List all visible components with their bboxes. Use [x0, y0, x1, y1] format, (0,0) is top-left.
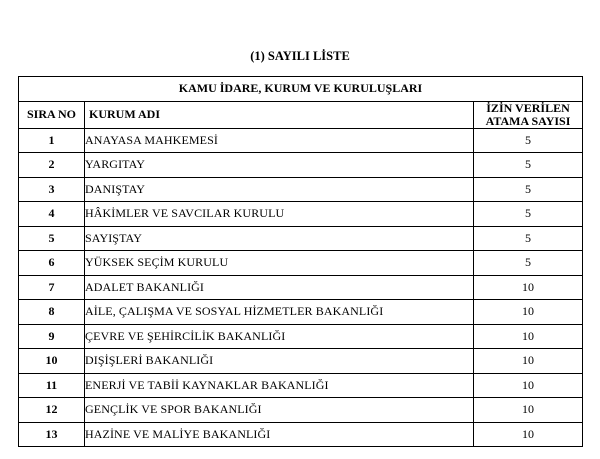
row-number: 12 — [19, 398, 85, 423]
table-row — [19, 177, 583, 202]
row-number: 2 — [19, 153, 85, 178]
table-row — [19, 300, 583, 325]
row-number: 7 — [19, 275, 85, 300]
table-row — [19, 153, 583, 178]
institution-name: ANAYASA MAHKEMESİ — [85, 128, 474, 153]
table-row — [19, 275, 583, 300]
column-header-atama-line2: ATAMA SAYISI — [485, 113, 571, 128]
table-row — [19, 251, 583, 276]
table-row — [19, 398, 583, 423]
institution-name: DANIŞTAY — [85, 177, 474, 202]
institution-name: YÜKSEK SEÇİM KURULU — [85, 251, 474, 276]
institution-name: SAYIŞTAY — [85, 226, 474, 251]
row-number: 8 — [19, 300, 85, 325]
institution-name: DIŞİŞLERİ BAKANLIĞI — [85, 349, 474, 374]
appointment-count: 10 — [474, 422, 583, 447]
row-number: 9 — [19, 324, 85, 349]
appointment-count: 10 — [474, 398, 583, 423]
row-number: 10 — [19, 349, 85, 374]
appointment-count: 5 — [474, 177, 583, 202]
group-header: KAMU İDARE, KURUM VE KURULUŞLARI — [19, 77, 583, 102]
appointment-count: 10 — [474, 275, 583, 300]
table-row — [19, 324, 583, 349]
institution-name: AİLE, ÇALIŞMA VE SOSYAL HİZMETLER BAKANLIĞI — [85, 300, 474, 325]
row-number: 13 — [19, 422, 85, 447]
column-header-sira-no: SIRA NO — [19, 101, 85, 128]
institution-name: HAZİNE VE MALİYE BAKANLIĞI — [85, 422, 474, 447]
row-number: 1 — [19, 128, 85, 153]
table-row — [19, 226, 583, 251]
institution-name: GENÇLİK VE SPOR BAKANLIĞI — [85, 398, 474, 423]
row-number: 11 — [19, 373, 85, 398]
appointment-count: 5 — [474, 202, 583, 227]
appointment-count: 10 — [474, 324, 583, 349]
appointment-count: 10 — [474, 373, 583, 398]
appointment-count: 5 — [474, 226, 583, 251]
row-number: 5 — [19, 226, 85, 251]
appointment-count: 5 — [474, 128, 583, 153]
row-number: 4 — [19, 202, 85, 227]
table-row — [19, 422, 583, 447]
column-header-kurum-adi: KURUM ADI — [85, 101, 474, 128]
institution-name: YARGITAY — [85, 153, 474, 178]
appointment-count: 10 — [474, 300, 583, 325]
column-header-row — [19, 101, 583, 128]
institution-name: ADALET BAKANLIĞI — [85, 275, 474, 300]
table-row — [19, 128, 583, 153]
institution-name: HÂKİMLER VE SAVCILAR KURULU — [85, 202, 474, 227]
institution-name: ÇEVRE VE ŞEHİRCİLİK BAKANLIĞI — [85, 324, 474, 349]
appointment-count: 10 — [474, 349, 583, 374]
institution-name: ENERJİ VE TABİİ KAYNAKLAR BAKANLIĞI — [85, 373, 474, 398]
table-row — [19, 202, 583, 227]
column-header-atama-sayisi — [474, 101, 583, 128]
column-header-atama-line1: İZİN VERİLEN — [486, 100, 570, 115]
appointment-count: 5 — [474, 153, 583, 178]
appointment-count: 5 — [474, 251, 583, 276]
table-row — [19, 373, 583, 398]
table-row — [19, 349, 583, 374]
group-header-row — [19, 77, 583, 102]
row-number: 3 — [19, 177, 85, 202]
document-title: (1) SAYILI LİSTE — [250, 49, 350, 63]
institution-table — [18, 76, 583, 447]
row-number: 6 — [19, 251, 85, 276]
